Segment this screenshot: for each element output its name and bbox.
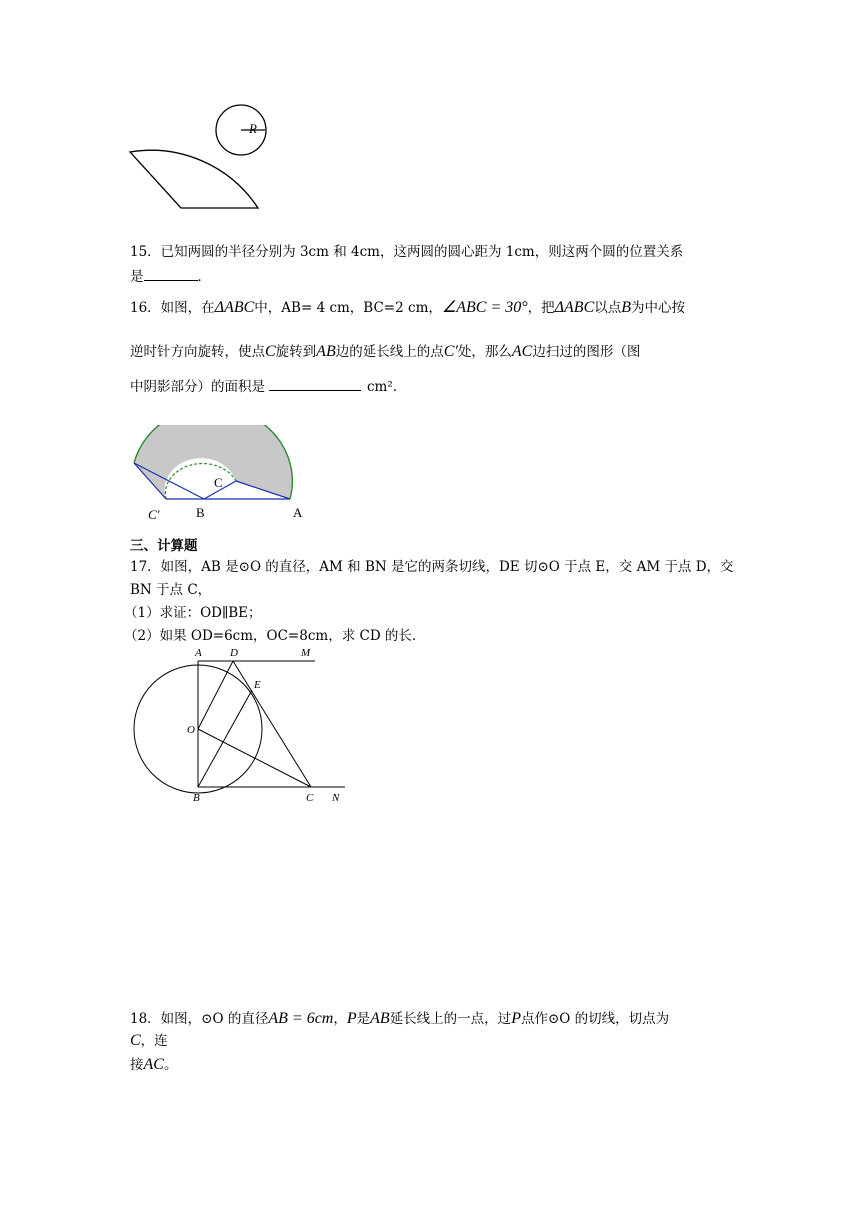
label-C: C (306, 792, 314, 804)
sector-shape (130, 150, 258, 208)
label-D: D (230, 647, 238, 659)
label-O: O (187, 724, 195, 736)
segment-OD (198, 661, 233, 729)
q15-text: 15．已知两圆的半径分别为 3cm 和 4cm，这两圆的圆心距为 1cm，则这两个圆的位置关系 (130, 244, 684, 260)
point-P: P (511, 1010, 521, 1027)
q18-text: 是 (356, 1011, 371, 1027)
inner-arc (165, 464, 236, 499)
point-P: P (346, 1010, 357, 1027)
q16-line2 (130, 342, 640, 362)
q16-line3 (130, 376, 397, 397)
label-E: E (254, 679, 261, 691)
label-M: M (301, 647, 311, 659)
segment-DC (233, 661, 311, 787)
segment-BE (198, 690, 252, 787)
rotation-figure (128, 425, 318, 525)
point-C: C (265, 343, 276, 360)
label-C-prime: C′ (148, 507, 160, 522)
q16-text: 以点 (594, 300, 622, 316)
q16-text: 逆时针方向旋转，使点 (130, 344, 265, 360)
answer-blank[interactable] (269, 376, 361, 391)
segment-AC: AC (143, 1056, 164, 1073)
label-A: A (195, 647, 202, 659)
point-C: C (130, 1032, 141, 1049)
label-B: B (193, 792, 200, 804)
q16-text: 中，AB= 4 cm，BC=2 cm， (254, 300, 442, 316)
label-C: C (214, 475, 223, 490)
q16-text: 16．如图，在 (130, 300, 215, 316)
q18-line1 (130, 1009, 669, 1029)
q18-text: 接 (130, 1057, 144, 1073)
segment-AB: AB (316, 343, 336, 360)
label-N: N (332, 792, 340, 804)
segment-OC (198, 729, 311, 787)
q16-text: ，把 (527, 300, 555, 316)
triangle-symbol: ΔABC (214, 299, 255, 316)
sector-circle-figure (125, 100, 285, 215)
q16-text: 中阴影部分）的面积是 (130, 379, 265, 395)
point-C-prime: C′ (443, 343, 458, 360)
q15-line2 (130, 266, 211, 287)
segment-AC: AC (511, 343, 533, 360)
q18-text: 。 (163, 1057, 178, 1073)
q17-line1: 17．如图，AB 是⊙O 的直径，AM 和 BN 是它的两条切线，DE 切⊙O 于点 E，交 AM 于点 D，交 (130, 559, 734, 575)
q16-line1 (130, 298, 685, 318)
q16-text: 边扫过的图形（图 (532, 344, 641, 360)
q17-line2: BN 于点 C， (130, 582, 212, 598)
q18-text: 延长线上的一点，过 (389, 1011, 512, 1027)
q17-part1: （1）求证：OD∥BE； (124, 605, 262, 621)
q16-text: 为中心按 (631, 300, 686, 316)
q15-suffix: ． (197, 269, 211, 285)
q16-text: 旋转到 (275, 344, 317, 360)
diameter-expression: AB = 6cm (268, 1010, 334, 1027)
q18-text: ， (333, 1011, 347, 1027)
answer-blank[interactable] (144, 266, 198, 281)
q16-unit: cm². (367, 379, 398, 395)
q15-line1 (130, 242, 683, 262)
q16-text: 处，那么 (457, 344, 512, 360)
q18-line2 (130, 1031, 168, 1051)
q18-text: 点作⊙O 的切线，切点为 (520, 1011, 670, 1027)
angle-expression: ∠ABC = 30° (441, 299, 528, 316)
label-B: B (196, 505, 205, 520)
point-B: B (621, 299, 632, 316)
q18-text: ，连 (140, 1033, 168, 1049)
triangle-symbol: ΔABC (554, 299, 595, 316)
q15-prefix: 是 (130, 269, 144, 285)
q17-part2: （2）如果 OD=6cm，OC=8cm，求 CD 的长. (124, 628, 417, 644)
tangent-figure (125, 643, 355, 808)
q18-text: 18．如图，⊙O 的直径 (130, 1011, 269, 1027)
q18-line3 (130, 1055, 177, 1075)
section-heading: 三、计算题 (130, 538, 198, 554)
label-R: R (249, 121, 257, 136)
q16-text: 边的延长线上的点 (335, 344, 444, 360)
label-A: A (293, 505, 303, 520)
segment-AB: AB (370, 1010, 390, 1027)
